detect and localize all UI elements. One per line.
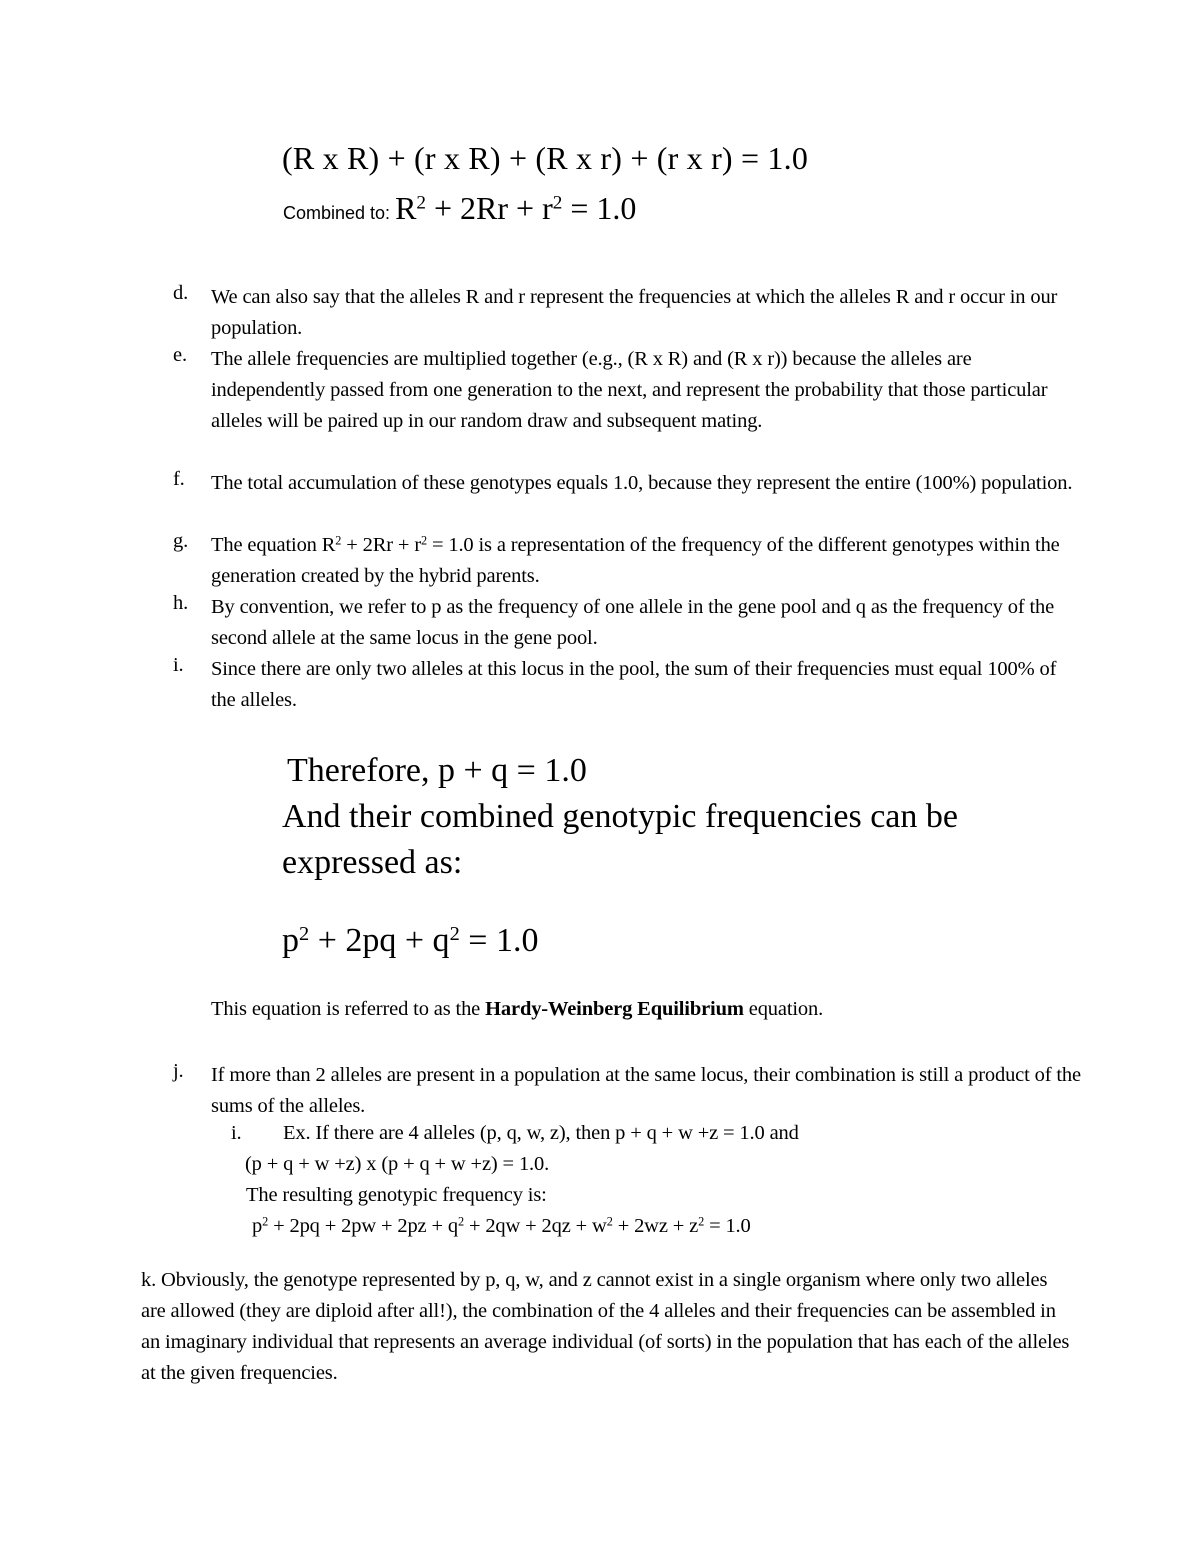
list-item-text: Since there are only two alleles at this locus in the pool, the sum of their frequencies must equal 100% of the alleles. [211, 658, 1057, 711]
list-item-text: By convention, we refer to p as the frequency of one allele in the gene pool and q as the frequency of the second allele at the same locus in the gene pool. [211, 596, 1055, 649]
list-marker: d. [173, 282, 189, 304]
sub-list-marker: i. [231, 1122, 242, 1144]
hardy-weinberg-term: Hardy-Weinberg Equilibrium [485, 998, 744, 1020]
list-marker: g. [173, 530, 189, 552]
list-marker: f. [173, 468, 185, 490]
combined-formula: $R^2 + 2Rr + r^2 = 1.0$ [395, 190, 637, 226]
list-item-text: The total accumulation of these genotypes equals 1.0, because they represent the entire (100%) population. [211, 472, 1073, 494]
list-item-text: If more than 2 alleles are present in a population at the same locus, their combination is still a product of the sums of the alleles. [211, 1064, 1081, 1117]
item-k-paragraph: k. Obviously, the genotype represented by p, q, w, and z cannot exist in a single organism where only two alleles are allowed (they are diploid after all!), the combination of the 4 alleles and their frequencies can be assembled in an imaginary individual that represents an average individual (of sorts) in the population that has each of the alleles at the given frequencies. [141, 1269, 1070, 1384]
combined-equation [283, 190, 636, 227]
list-marker: j. [173, 1060, 184, 1082]
list-marker: h. [173, 592, 189, 614]
list-item-text: We can also say that the alleles R and r represent the frequencies at which the alleles R and r occur in our population. [211, 286, 1058, 339]
list-marker: e. [173, 344, 187, 366]
four-allele-genotype-formula: $p^2 + 2pq + 2pw + 2pz + q^2 + 2qw + 2qz + w^2 + 2wz + z^2 = 1.0$ [252, 1214, 751, 1237]
list-item-text: The equation $R^2 + 2Rr + r^2 = 1.0$ is a representation of the frequency of the different genotypes within the generation created by the hybrid parents. [211, 533, 1060, 587]
hardy-weinberg-sentence: This equation is referred to as the Hardy-Weinberg Equilibrium equation. [211, 998, 824, 1020]
sub-item-line: The resulting genotypic frequency is: [246, 1184, 547, 1206]
combined-frequencies-line: And their combined genotypic frequencies can be [282, 798, 958, 835]
sub-item-line: (p + q + w +z) x (p + q + w +z) = 1.0. [245, 1153, 550, 1175]
hardy-weinberg-formula: $p^2 + 2pq + q^2 = 1.0$ [282, 922, 539, 959]
expressed-as-line: expressed as: [282, 844, 463, 881]
list-marker: i. [173, 654, 184, 676]
list-item-text: The allele frequencies are multiplied together (e.g., (R x R) and (R x r)) because the alleles are independently passed from one generation to the next, and represent the probability that those particular alleles will be paired up in our random draw and subsequent mating. [211, 348, 1048, 432]
genotype-sum-equation: (R x R) + (r x R) + (R x r) + (r x r) = 1.0 [282, 140, 809, 176]
therefore-line: Therefore, p + q = 1.0 [287, 752, 587, 789]
combined-label: Combined to: [283, 203, 396, 223]
sub-item-line: Ex. If there are 4 alleles (p, q, w, z), then p + q + w +z = 1.0 and [283, 1122, 799, 1144]
